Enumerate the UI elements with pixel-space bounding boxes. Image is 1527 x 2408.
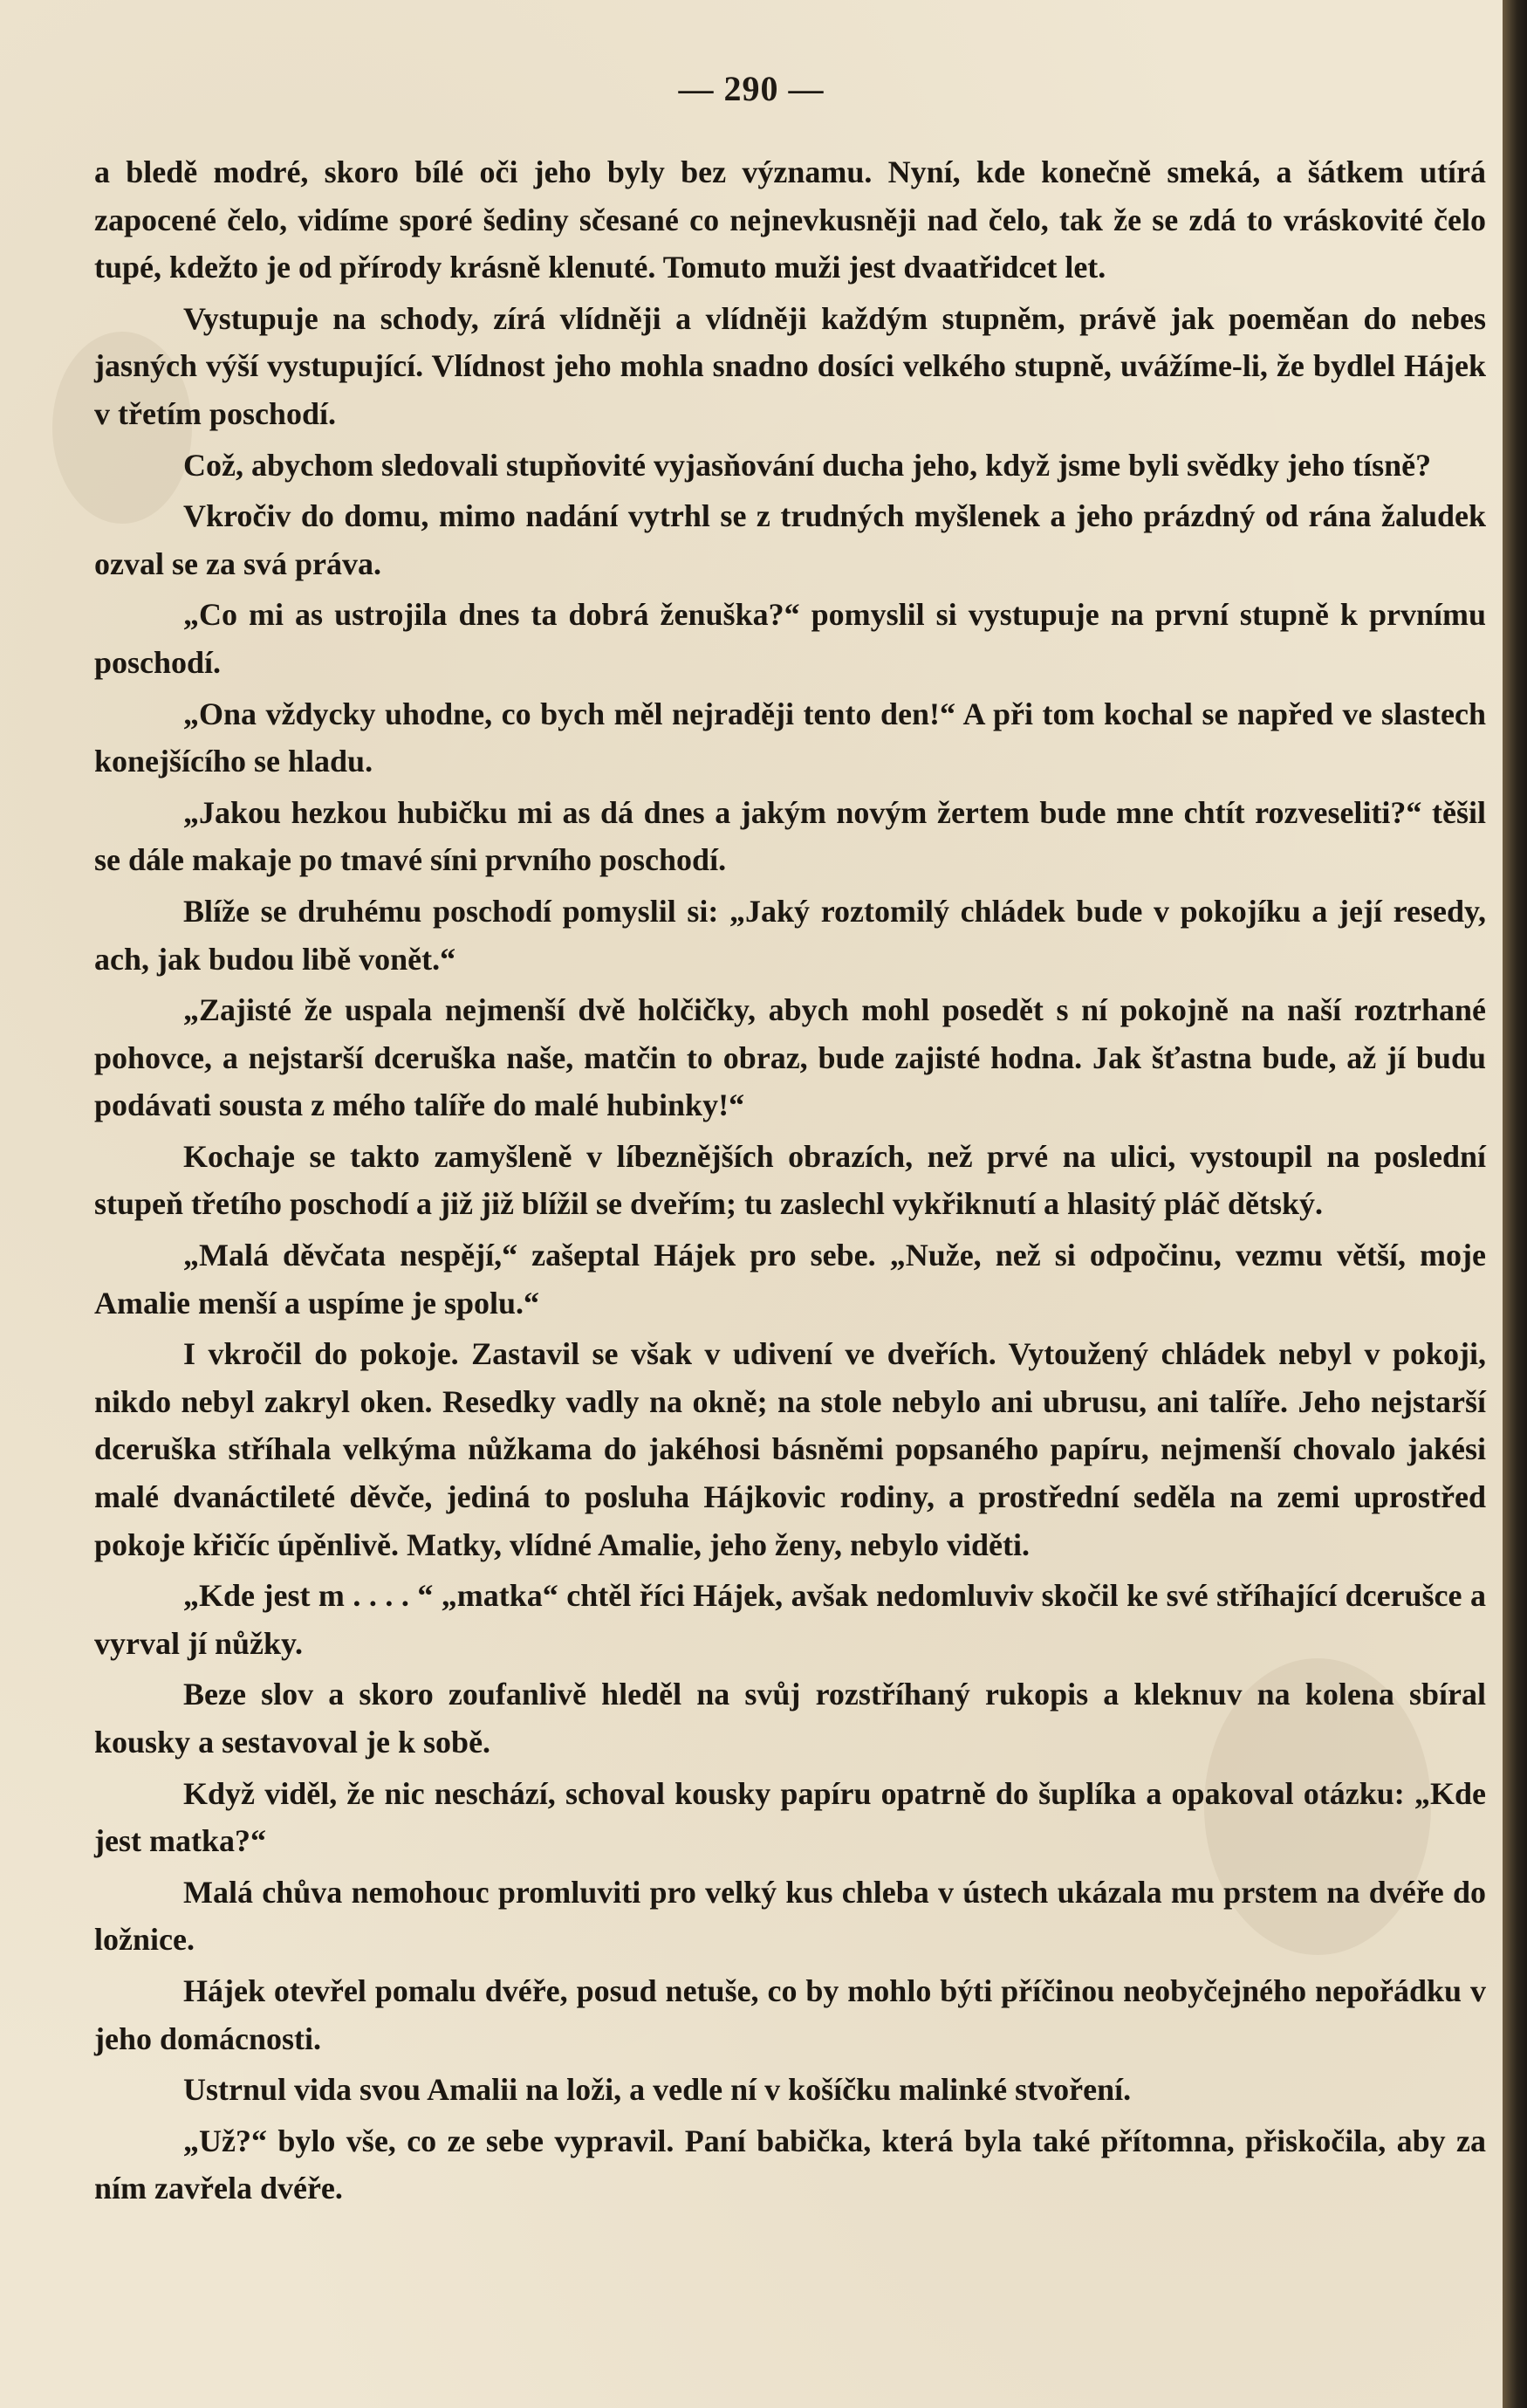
paragraph: Což, abychom sledovali stupňovité vyjasňování ducha jeho, když jsme byli svědky jeho tísně? xyxy=(183,447,1432,483)
paragraph: Když viděl, že nic neschází, schoval kousky papíru opatrně do šuplíka a opakoval otázku: „Kde jest matka?“ xyxy=(94,1775,1486,1859)
paragraph: Vystupuje na schody, zírá vlídněji a vlídněji každým stupněm, právě jak poeměan do nebes jasných výší vystupující. Vlídnost jeho mohla snadno dosíci velkého stupně, uvážíme-li, že bydlel Hájek v třetím poschodí. xyxy=(94,300,1486,431)
paragraph: I vkročil do pokoje. Zastavil se však v udivení ve dveřích. Vytoužený chládek nebyl v pokoji, nikdo nebyl zakryl oken. Resedky vadly na okně; na stole nebylo ani ubrusu, ani talíře. Jeho nejstarší dceruška stříhala velkýma nůžkama do jakéhosi básněmi popsaného papíru, nejmenší chovalo jakési malé dvanáctileté děvče, jediná to posluha Hájkovic rodiny, a prostřední seděla na zemi uprostřed pokoje křičíc úpěnlivě. Matky, vlídné Amalie, jeho ženy, nebylo viděti. xyxy=(94,1336,1486,1562)
paragraph: Beze slov a skoro zoufanlivě hleděl na svůj rozstříhaný rukopis a kleknuv na kolena sbíral kousky a sestavoval je k sobě. xyxy=(94,1677,1486,1760)
paragraph: Ustrnul vida svou Amalii na loži, a vedle ní v košíčku malinké stvoření. xyxy=(183,2072,1132,2108)
paragraph: „Ona vždycky uhodne, co bych měl nejraději tento den!“ A při tom kochal se napřed ve slastech konejšícího se hladu. xyxy=(94,696,1486,779)
paragraph: Hájek otevřel pomalu dvéře, posud netuše, co by mohlo býti příčinou neobyčejného nepořádku v jeho domácnosti. xyxy=(94,1972,1486,2056)
paragraph: Blíže se druhému poschodí pomyslil si: „Jaký roztomilý chládek bude v pokojíku a její resedy, ach, jak budou libě vonět.“ xyxy=(94,893,1486,977)
page-text xyxy=(94,148,1486,2216)
paragraph: „Zajisté že uspala nejmenší dvě holčičky, abych mohl posedět s ní pokojně na naší roztrhané pohovce, a nejstarší dceruška naše, matčin to obraz, bude zajisté hodna. Jak šťastna bude, až jí budu podávati sousta z mého talíře do malé hubinky!“ xyxy=(94,992,1486,1123)
page-number: — 290 — xyxy=(678,69,825,108)
paragraph: a bledě modré, skoro bílé oči jeho byly bez významu. Nyní, kde konečně smeká, a šátkem utírá zapocené čelo, vidíme sporé šediny sčesané co nejnevkusněji nad čelo, tak že se zdá to vráskovité čelo tupé, kdežto je od přírody krásně klenuté. Tomuto muži jest dvaatřidcet let. xyxy=(94,154,1486,285)
book-binding-edge xyxy=(1503,0,1527,2408)
paragraph: „Už?“ bylo vše, co ze sebe vypravil. Paní babička, která byla také přítomna, přiskočila, aby za ním zavřela dvéře. xyxy=(94,2123,1486,2206)
paragraph: Malá chůva nemohouc promluviti pro velký kus chleba v ústech ukázala mu prstem na dvéře do ložnice. xyxy=(94,1874,1486,1958)
paragraph: „Kde jest m . . . . “ „matka“ chtěl říci Hájek, avšak nedomluviv skočil ke své stříhající dcerušce a vyrval jí nůžky. xyxy=(94,1578,1486,1661)
paragraph: Vkročiv do domu, mimo nadání vytrhl se z trudných myšlenek a jeho prázdný od rána žaludek ozval se za svá práva. xyxy=(94,498,1486,581)
paragraph: „Malá děvčata nespějí,“ zašeptal Hájek pro sebe. „Nuže, než si odpočinu, vezmu větší, moje Amalie menší a uspíme je spolu.“ xyxy=(94,1238,1486,1321)
paragraph: Kochaje se takto zamyšleně v líbeznějších obrazích, než prvé na ulici, vystoupil na poslední stupeň třetího poschodí a již již blížil se dveřím; tu zaslechl vykřiknutí a hlasitý pláč dětský. xyxy=(94,1138,1486,1222)
paragraph: „Co mi as ustrojila dnes ta dobrá ženuška?“ pomyslil si vystupuje na první stupně k prvnímu poschodí. xyxy=(94,597,1486,680)
paragraph: „Jakou hezkou hubičku mi as dá dnes a jakým novým žertem bude mne chtít rozveseliti?“ těšil se dále makaje po tmavé síni prvního poschodí. xyxy=(94,794,1486,878)
